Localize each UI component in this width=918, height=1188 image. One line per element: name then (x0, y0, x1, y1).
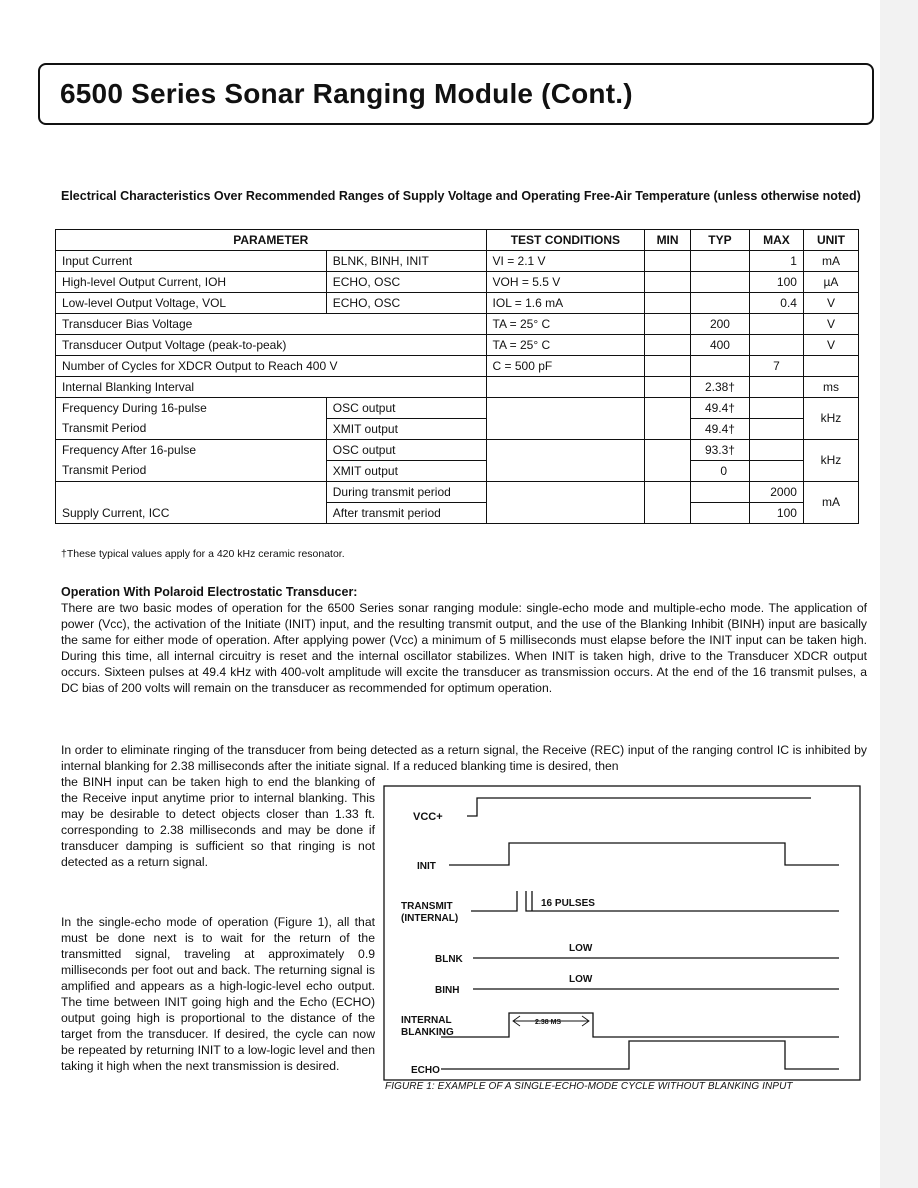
echo-waveform (441, 1041, 839, 1069)
min-cell (645, 482, 691, 524)
unit-cell: mA (803, 251, 858, 272)
table-footnote: †These typical values apply for a 420 kHz ceramic resonator. (61, 548, 345, 560)
table-row (56, 440, 859, 461)
init-waveform (449, 843, 839, 865)
unit-cell (803, 356, 858, 377)
blnk-level-label: LOW (569, 943, 593, 954)
section-heading: Operation With Polaroid Electrostatic Transducer: (61, 585, 358, 599)
param-cell: Input Current (56, 251, 327, 272)
typ-cell: 49.4† (690, 398, 749, 419)
param-cell: Frequency After 16-pulse (56, 440, 327, 461)
param-cell: Low-level Output Voltage, VOL (56, 293, 327, 314)
param-cell: Frequency During 16-pulse (56, 398, 327, 419)
pulses-label: 16 PULSES (541, 898, 595, 909)
min-cell (645, 377, 691, 398)
table-row (56, 398, 859, 419)
max-cell (750, 335, 804, 356)
max-cell (750, 398, 804, 419)
binh-level-label: LOW (569, 974, 593, 985)
echo-label: ECHO (411, 1065, 440, 1076)
typ-cell (690, 482, 749, 503)
param-cell: Supply Current, ICC (56, 482, 327, 524)
cond-cell (486, 440, 645, 482)
min-cell (645, 314, 691, 335)
diagram-frame (384, 786, 860, 1080)
pins-cell: OSC output (326, 398, 486, 419)
typ-cell (690, 503, 749, 524)
header-typ: TYP (690, 230, 749, 251)
cond-cell: VOH = 5.5 V (486, 272, 645, 293)
cond-cell (486, 482, 645, 524)
timing-diagram (383, 785, 861, 1083)
pins-cell: ECHO, OSC (326, 293, 486, 314)
unit-cell: V (803, 335, 858, 356)
min-cell (645, 356, 691, 377)
typ-cell: 400 (690, 335, 749, 356)
page-edge-shadow (880, 0, 918, 1188)
vcc-waveform (467, 798, 811, 816)
unit-cell: mA (803, 482, 858, 524)
header-unit: UNIT (803, 230, 858, 251)
pins-cell: XMIT output (326, 419, 486, 440)
max-cell: 7 (750, 356, 804, 377)
min-cell (645, 293, 691, 314)
binh-label: BINH (435, 985, 460, 996)
table-row (56, 314, 859, 335)
transmit-waveform-left (471, 891, 517, 911)
paragraph-binh: the BINH input can be taken high to end the blanking of the Receive input anytime prior to internal blanking. This may be desirable to detect objects closer than 1.33 ft. corresponding to 2.38 milliseconds and may be done if transducer damping is sufficient so that ringing is not detected as a return signal. (61, 775, 375, 869)
max-cell (750, 314, 804, 335)
table-row (56, 482, 859, 503)
min-cell (645, 251, 691, 272)
unit-cell: kHz (803, 398, 858, 440)
param-cell: Transmit Period (56, 461, 327, 482)
min-cell (645, 398, 691, 440)
typ-cell (690, 251, 749, 272)
param-cell: Number of Cycles for XDCR Output to Reach 400 V (56, 356, 487, 377)
param-cell: Transducer Bias Voltage (56, 314, 487, 335)
param-cell: Transmit Period (56, 419, 327, 440)
param-cell: Internal Blanking Interval (56, 377, 487, 398)
table-row (56, 293, 859, 314)
table-row (56, 356, 859, 377)
param-cell: High-level Output Current, IOH (56, 272, 327, 293)
table-row (56, 377, 859, 398)
figure-caption: FIGURE 1: EXAMPLE OF A SINGLE-ECHO-MODE CYCLE WITHOUT BLANKING INPUT (385, 1081, 793, 1092)
blnk-label: BLNK (435, 954, 463, 965)
typ-cell (690, 272, 749, 293)
table-header-row (56, 230, 859, 251)
cond-cell: TA = 25° C (486, 314, 645, 335)
spec-heading: Electrical Characteristics Over Recommended Ranges of Supply Voltage and Operating Free-Air Temperature (unless otherwise noted) (61, 189, 861, 203)
param-cell: Transducer Output Voltage (peak-to-peak) (56, 335, 487, 356)
table-row (56, 272, 859, 293)
table-row (56, 419, 859, 440)
typ-cell: 0 (690, 461, 749, 482)
pins-cell: OSC output (326, 440, 486, 461)
unit-cell: ms (803, 377, 858, 398)
pins-cell: BLNK, BINH, INIT (326, 251, 486, 272)
paragraph-ringing: In order to eliminate ringing of the transducer from being detected as a return signal, the Receive (REC) input of the ranging control IC is inhibited by internal blanking for 2.38 milliseconds after the initiate signal. If a reduced blanking time is desired, then (61, 743, 867, 773)
blanking-label: BLANKING (401, 1027, 454, 1038)
cond-cell: VI = 2.1 V (486, 251, 645, 272)
header-parameter: PARAMETER (56, 230, 487, 251)
vcc-label: VCC+ (413, 811, 443, 823)
max-cell (750, 419, 804, 440)
transmit-label: TRANSMIT (401, 901, 453, 912)
unit-cell: µA (803, 272, 858, 293)
typ-cell: 200 (690, 314, 749, 335)
unit-cell: kHz (803, 440, 858, 482)
internal-blanking-waveform (441, 1013, 839, 1037)
init-label: INIT (417, 861, 436, 872)
max-cell: 0.4 (750, 293, 804, 314)
electrical-characteristics-table (55, 229, 859, 524)
min-cell (645, 272, 691, 293)
cond-cell: TA = 25° C (486, 335, 645, 356)
cond-cell: IOL = 1.6 mA (486, 293, 645, 314)
max-cell: 100 (750, 272, 804, 293)
pins-cell: XMIT output (326, 461, 486, 482)
title-box (38, 63, 874, 125)
page-title: 6500 Series Sonar Ranging Module (Cont.) (60, 78, 633, 109)
unit-cell: V (803, 314, 858, 335)
unit-cell: V (803, 293, 858, 314)
min-cell (645, 440, 691, 482)
max-cell (750, 461, 804, 482)
table-row (56, 335, 859, 356)
max-cell: 100 (750, 503, 804, 524)
internal-label: INTERNAL (401, 1015, 452, 1026)
interval-label: 2.38 MS (535, 1019, 562, 1026)
header-test-conditions: TEST CONDITIONS (486, 230, 645, 251)
header-min: MIN (645, 230, 691, 251)
transmit-internal-label: (INTERNAL) (401, 913, 459, 924)
typ-cell: 49.4† (690, 419, 749, 440)
pins-cell: After transmit period (326, 503, 486, 524)
typ-cell (690, 293, 749, 314)
table-row (56, 461, 859, 482)
cond-cell: C = 500 pF (486, 356, 645, 377)
typ-cell: 93.3† (690, 440, 749, 461)
header-max: MAX (750, 230, 804, 251)
table-row (56, 251, 859, 272)
paragraph-single-echo: In the single-echo mode of operation (Figure 1), all that must be done next is to wait for the return of the transmitted signal, traveling at approximately 0.9 milliseconds per foot out and back. The returning signal is amplified and appears as a high-logic-level echo output. The time between INIT going high and the Echo (ECHO) output going high is proportional to the distance of the target from the transducer. If desired, the cycle can now be repeated by returning INIT to a low-logic level and then taking it high when the next transmission is desired. (61, 915, 375, 1073)
max-cell: 1 (750, 251, 804, 272)
typ-cell: 2.38† (690, 377, 749, 398)
pins-cell: ECHO, OSC (326, 272, 486, 293)
cond-cell (486, 377, 645, 398)
cond-cell (486, 398, 645, 440)
paragraph-modes: There are two basic modes of operation for the 6500 Series sonar ranging module: single-echo mode and multiple-echo mode. The application of power (Vcc), the activation of the Initiate (INIT) input, and the resulting transmit output, and the use of the Blanking Inhibit (BINH) input are basically the same for either mode of operation. After applying power (Vcc) a minimum of 5 milliseconds must elapse before the INIT input can be taken high. During this time, all internal circuitry is reset and the internal oscillator stabilizes. When INIT is taken high, drive to the Transducer XDCR output occurs. Sixteen pulses at 49.4 kHz with 400-volt amplitude will excite the transducer as transmission occurs. At the end of the 16 transmit pulses, a DC bias of 200 volts will remain on the transducer as recommended for optimum operation. (61, 601, 867, 695)
typ-cell (690, 356, 749, 377)
max-cell (750, 440, 804, 461)
max-cell (750, 377, 804, 398)
min-cell (645, 335, 691, 356)
max-cell: 2000 (750, 482, 804, 503)
pins-cell: During transmit period (326, 482, 486, 503)
